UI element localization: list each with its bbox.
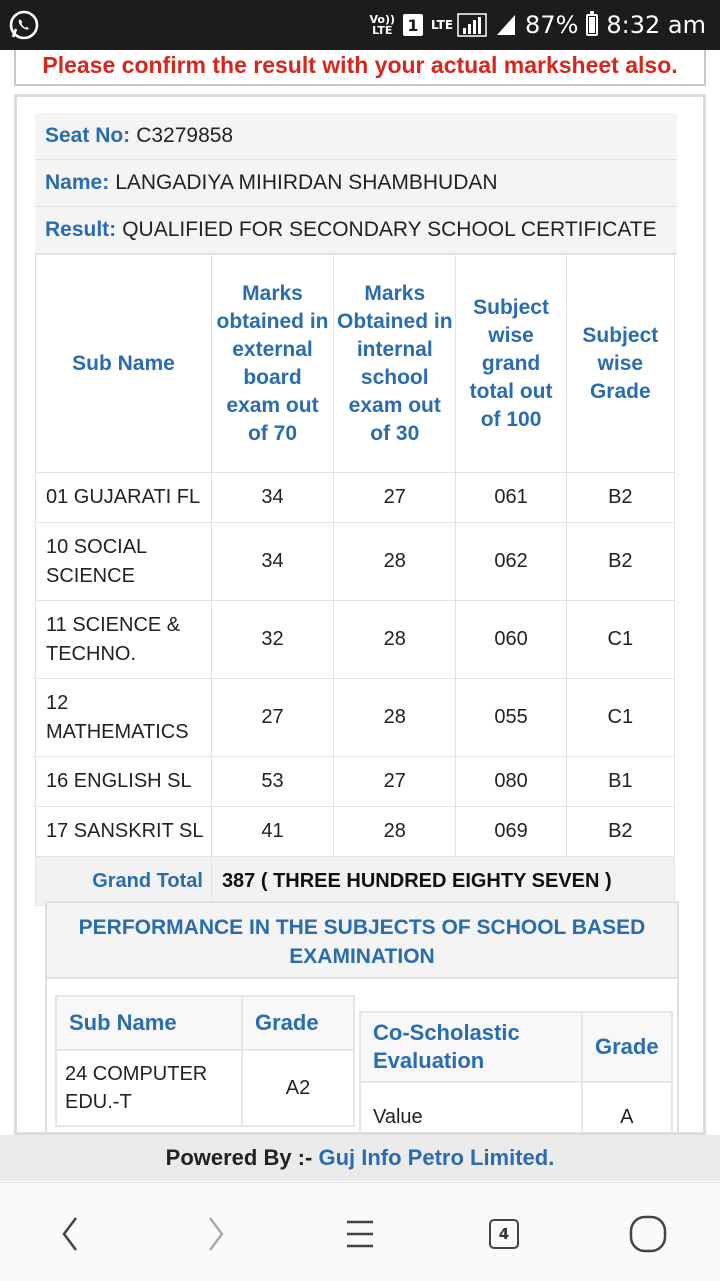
row-int: 28	[334, 523, 456, 601]
sch-col-grade: Grade	[242, 996, 354, 1050]
col-total: Subject wise grand total out of 100	[456, 255, 566, 473]
name-label: Name:	[45, 171, 110, 194]
chevron-left-icon	[58, 1214, 82, 1254]
co-col-grade: Grade	[582, 1012, 672, 1082]
school-based-title: PERFORMANCE IN THE SUBJECTS OF SCHOOL BASED EXAMINATION	[47, 903, 677, 979]
table-row	[36, 807, 675, 857]
warning-banner	[14, 50, 706, 86]
row-total: 055	[456, 679, 566, 757]
battery-icon	[586, 14, 598, 36]
seat-value: C3279858	[136, 124, 234, 147]
powered-by-footer	[0, 1135, 720, 1181]
row-ext: 34	[211, 523, 333, 601]
row-grade: B2	[566, 523, 674, 601]
co-row-item: Value	[360, 1082, 582, 1135]
lte-label: LTE	[431, 18, 454, 32]
table-row	[36, 679, 675, 757]
result-value: QUALIFIED FOR SECONDARY SCHOOL CERTIFICATE	[122, 218, 657, 241]
signal-icon	[457, 13, 487, 37]
co-row-grade: A	[582, 1082, 672, 1135]
row-grade: C1	[566, 679, 674, 757]
footer-company: Guj Info Petro Limited.	[318, 1145, 555, 1170]
col-external: Marks obtained in external board exam out of 70	[211, 255, 333, 473]
row-sub: 10 SOCIAL SCIENCE	[36, 523, 212, 601]
battery-percent: 87%	[525, 11, 579, 39]
sch-col-sub: Sub Name	[56, 996, 242, 1050]
row-sub: 12 MATHEMATICS	[36, 679, 212, 757]
name-value: LANGADIYA MIHIRDAN SHAMBHUDAN	[115, 171, 498, 194]
result-row	[35, 207, 677, 254]
marks-table	[35, 254, 675, 906]
row-sub: 16 ENGLISH SL	[36, 757, 212, 807]
status-bar	[0, 0, 720, 50]
col-internal: Marks Obtained in internal school exam out of 30	[334, 255, 456, 473]
row-ext: 34	[211, 473, 333, 523]
row-ext: 27	[211, 679, 333, 757]
tabs-button[interactable]	[474, 1209, 534, 1259]
row-sub: 01 GUJARATI FL	[36, 473, 212, 523]
table-row	[36, 523, 675, 601]
back-button[interactable]	[40, 1209, 100, 1259]
row-grade: B1	[566, 757, 674, 807]
footer-prefix: Powered By :-	[165, 1145, 319, 1170]
row-ext: 41	[211, 807, 333, 857]
signal-icon-2	[495, 13, 517, 37]
home-button[interactable]	[618, 1209, 678, 1259]
row-int: 28	[334, 601, 456, 679]
grand-total-label: Grand Total	[36, 857, 212, 906]
school-based-section	[45, 901, 679, 1135]
whatsapp-icon[interactable]	[8, 9, 40, 41]
home-icon	[628, 1214, 668, 1254]
row-grade: B2	[566, 473, 674, 523]
row-total: 061	[456, 473, 566, 523]
row-int: 27	[334, 473, 456, 523]
row-ext: 32	[211, 601, 333, 679]
grand-total-value: 387 ( THREE HUNDRED EIGHTY SEVEN )	[211, 857, 674, 906]
menu-icon	[345, 1216, 375, 1252]
row-grade: C1	[566, 601, 674, 679]
grand-total-row	[36, 857, 675, 906]
seat-label: Seat No:	[45, 124, 131, 147]
menu-button[interactable]	[330, 1209, 390, 1259]
chevron-right-icon	[204, 1214, 228, 1254]
row-total: 060	[456, 601, 566, 679]
row-sub: 17 SANSKRIT SL	[36, 807, 212, 857]
row-ext: 53	[211, 757, 333, 807]
browser-navbar	[0, 1182, 720, 1281]
name-row	[35, 160, 677, 207]
table-row	[360, 1082, 672, 1135]
row-total: 080	[456, 757, 566, 807]
table-row	[56, 1050, 354, 1126]
row-int: 27	[334, 757, 456, 807]
result-card	[14, 94, 706, 1135]
row-int: 28	[334, 807, 456, 857]
sim-indicator: 1	[403, 14, 423, 36]
volte-indicator: Vo)) LTE	[369, 13, 395, 37]
clock: 8:32 am	[606, 11, 706, 39]
co-scholastic-table	[359, 1011, 673, 1135]
row-total: 062	[456, 523, 566, 601]
table-row	[36, 473, 675, 523]
tabs-count: 4	[489, 1219, 519, 1249]
sch-row-grade: A2	[242, 1050, 354, 1126]
col-sub-name: Sub Name	[36, 255, 212, 473]
row-int: 28	[334, 679, 456, 757]
col-grade: Subject wise Grade	[566, 255, 674, 473]
co-col-eval: Co-Scholastic Evaluation	[360, 1012, 582, 1082]
row-grade: B2	[566, 807, 674, 857]
row-total: 069	[456, 807, 566, 857]
table-row	[36, 601, 675, 679]
forward-button[interactable]	[186, 1209, 246, 1259]
row-sub: 11 SCIENCE & TECHNO.	[36, 601, 212, 679]
sch-row-sub: 24 COMPUTER EDU.-T	[56, 1050, 242, 1126]
warning-text: Please confirm the result with your actual marksheet also.	[42, 52, 678, 78]
result-label: Result:	[45, 218, 117, 241]
seat-row	[35, 113, 677, 160]
table-row	[36, 757, 675, 807]
school-based-table	[55, 995, 355, 1127]
